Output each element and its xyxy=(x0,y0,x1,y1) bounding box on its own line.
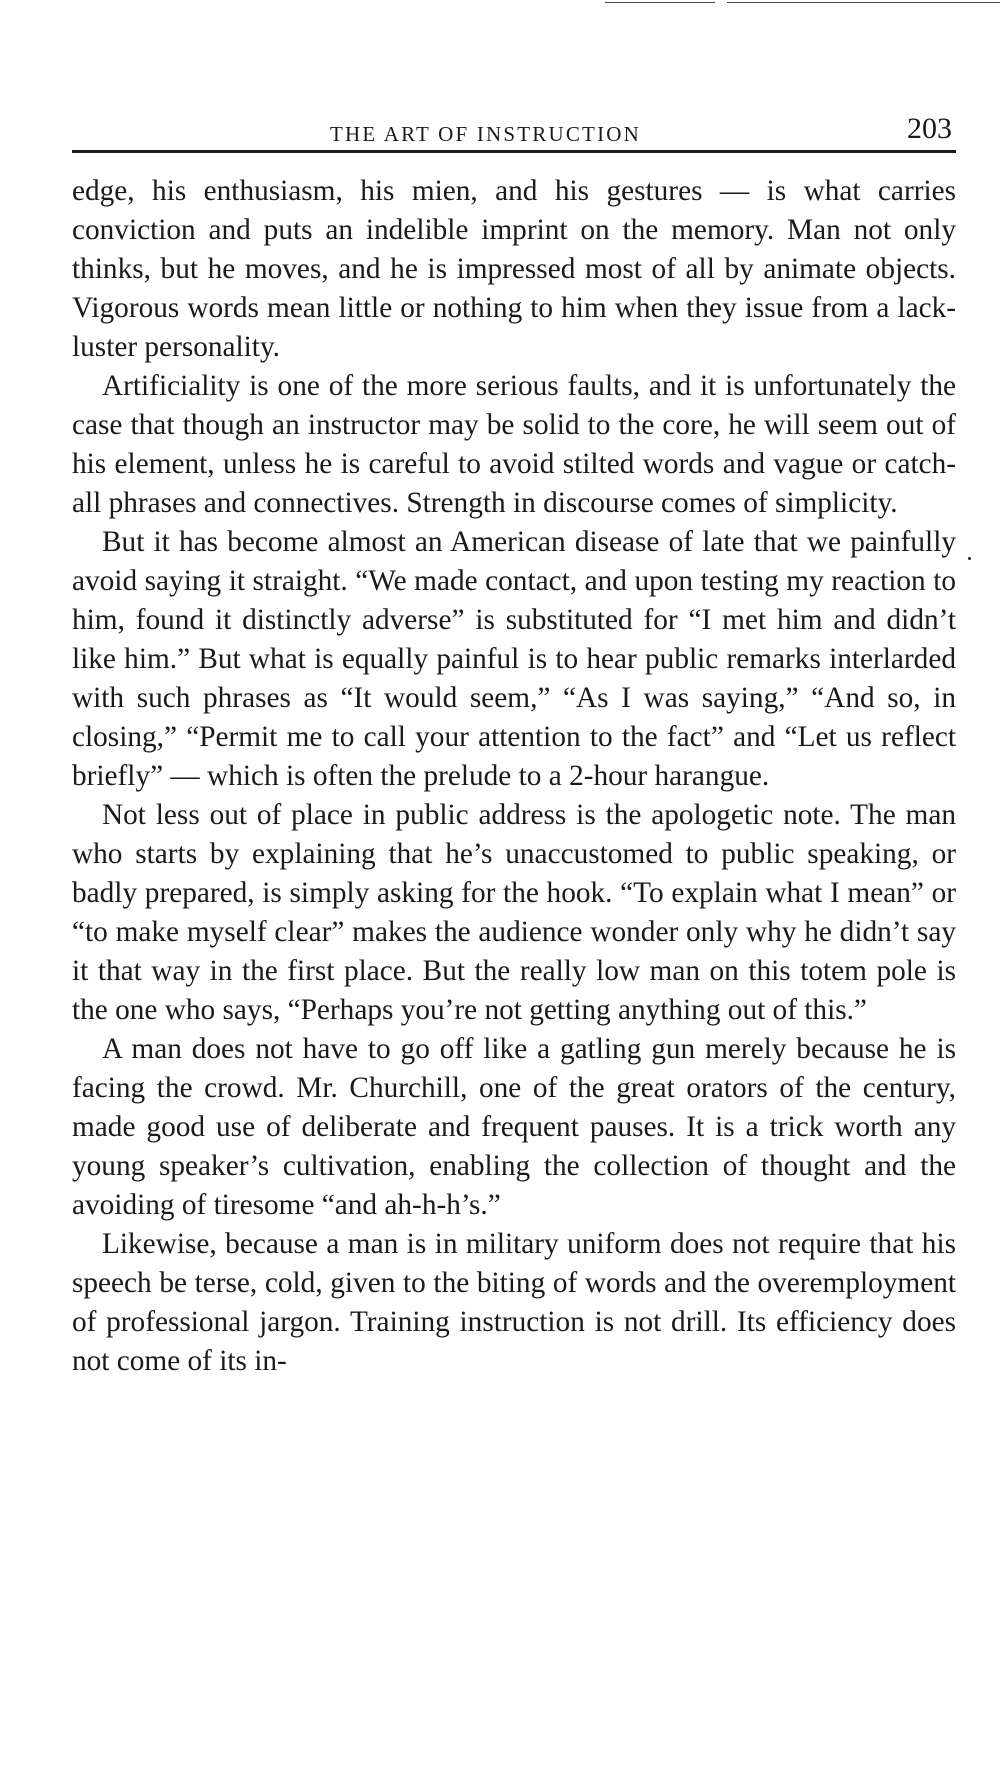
top-edge-rule-right xyxy=(727,2,1000,3)
page-number: 203 xyxy=(907,112,952,145)
paragraph-2: Artificiality is one of the more serious faults, and it is unfortunately the case that though an instructor may be solid to the core, he will seem out of his element, unless he is careful to avoid stilted words and vague or catch-all phrases and connectives. Strength in discourse comes of simplicity. xyxy=(72,370,956,519)
header-rule xyxy=(72,150,956,153)
print-speck xyxy=(968,557,971,560)
paragraph-3: But it has become almost an American disease of late that we painfully avoid saying it straight. “We made contact, and upon testing my reaction to him, found it distinctly adverse” is substituted for “I met him and didn’t like him.” But what is equally painful is to hear public remarks interlarded with such phrases as “It would seem,” “As I was saying,” “And so, in closing,” “Permit me to call your attention to the fact” and “Let us reflect briefly” — which is often the prelude to a 2-hour harangue. xyxy=(72,526,956,792)
paragraph-5: A man does not have to go off like a gatling gun merely because he is facing the crowd. Mr. Churchill, one of the great orators of the century, made good use of deliberate and frequent pauses. It is a trick worth any young speaker’s cultivation, enabling the collection of thought and the avoiding of tiresome “and ah-h-h’s.” xyxy=(72,1033,956,1221)
body-text xyxy=(72,172,956,1381)
running-title: THE ART OF INSTRUCTION xyxy=(330,122,642,146)
paragraph-6: Likewise, because a man is in military uniform does not require that his speech be terse, cold, given to the biting of words and the overemployment of professional jargon. Training instruction is not drill. Its efficiency does not come of its in- xyxy=(72,1228,956,1377)
running-head xyxy=(72,112,956,152)
top-edge-rule-left xyxy=(605,2,715,3)
paragraph-4: Not less out of place in public address is the apologetic note. The man who starts by explaining that he’s unaccustomed to public speaking, or badly prepared, is simply asking for the hook. “To explain what I mean” or “to make myself clear” makes the audience wonder only why he didn’t say it that way in the first place. But the really low man on this totem pole is the one who says, “Perhaps you’re not getting anything out of this.” xyxy=(72,799,956,1026)
paragraph-1: edge, his enthusiasm, his mien, and his gestures — is what carries conviction and puts an indelible imprint on the memory. Man not only thinks, but he moves, and he is impressed most of all by animate objects. Vigorous words mean little or nothing to him when they issue from a lack-luster personality. xyxy=(72,175,956,363)
